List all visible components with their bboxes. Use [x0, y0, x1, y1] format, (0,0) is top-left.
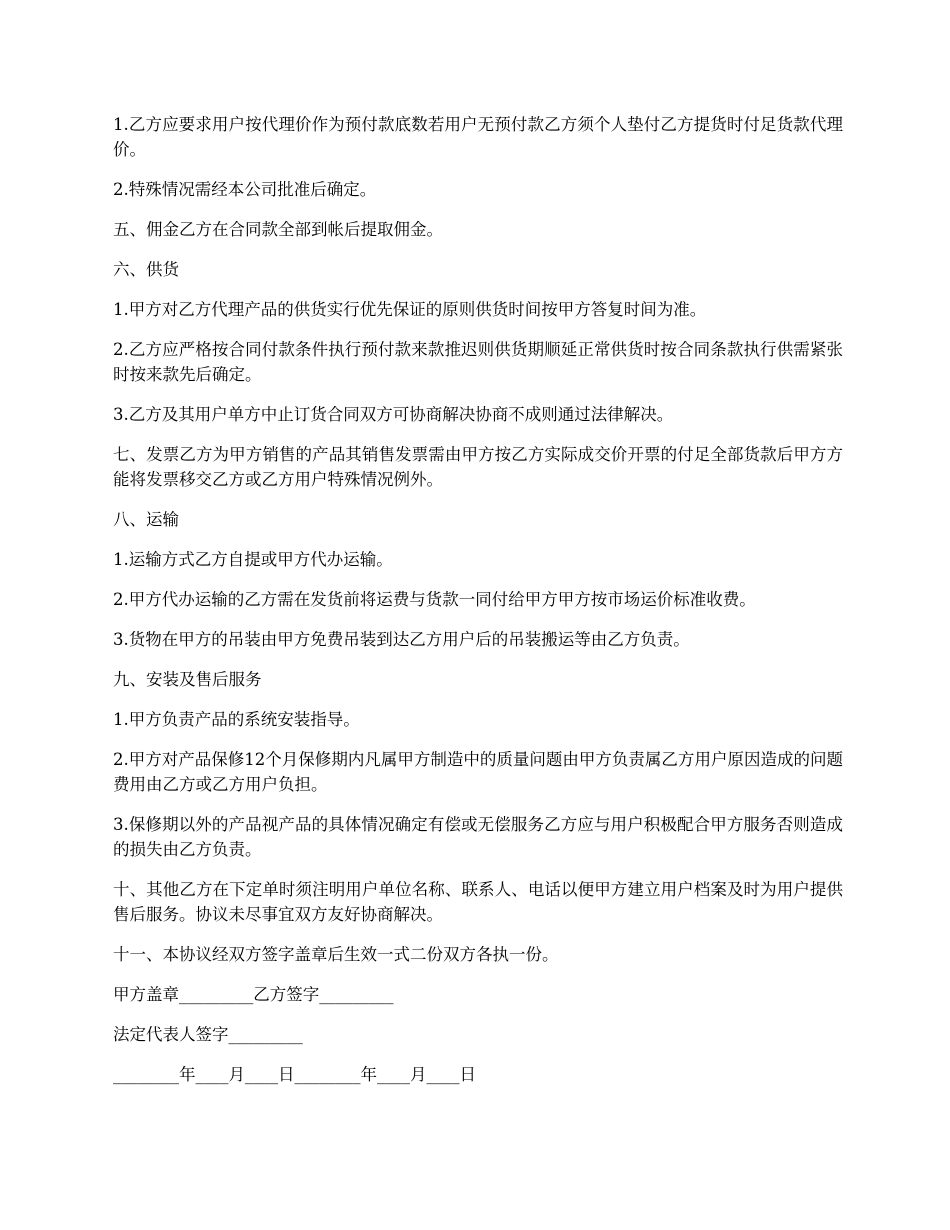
document-body: [113, 112, 843, 1102]
paragraph-special-cases: 2.特殊情况需经本公司批准后确定。: [113, 180, 377, 199]
section-effectiveness: 十一、本协议经双方签字盖章后生效一式二份双方各执一份。: [113, 945, 559, 964]
paragraph-transport-fee: 2.甲方代办运输的乙方需在发货前将运费与货款一同付给甲方甲方按市场运价标准收费。: [113, 590, 756, 609]
section-invoice: 七、发票乙方为甲方销售的产品其销售发票需由甲方按乙方实际成交价开票的付足全部货款后甲方方能将发票移交乙方或乙方用户特殊情况例外。: [113, 445, 843, 489]
signature-date-line: ________年____月____日________年____月____日: [113, 1065, 476, 1084]
section-other: 十、其他乙方在下定单时须注明用户单位名称、联系人、电话以便甲方建立用户档案及时为用户提供售后服务。协议未尽事宜双方友好协商解决。: [113, 880, 843, 924]
paragraph-transport-method: 1.运输方式乙方自提或甲方代办运输。: [113, 550, 393, 569]
paragraph-warranty: 2.甲方对产品保修12个月保修期内凡属甲方制造中的质量问题由甲方负责属乙方用户原因造成的问题费用由乙方或乙方用户负担。: [113, 750, 843, 794]
paragraph-transport-hoisting: 3.货物在甲方的吊装由甲方免费吊装到达乙方用户后的吊装搬运等由乙方负责。: [113, 630, 690, 649]
paragraph-prepayment: 1.乙方应要求用户按代理价作为预付款底数若用户无预付款乙方须个人垫付乙方提货时付足货款代理价。: [113, 115, 843, 159]
paragraph-installation: 1.甲方负责产品的系统安装指导。: [113, 710, 360, 729]
section-heading-transport: 八、运输: [113, 510, 179, 529]
paragraph-supply-payment: 2.乙方应严格按合同付款条件执行预付款来款推迟则供货期顺延正常供货时按合同条款执行供需紧张时按来款先后确定。: [113, 340, 843, 384]
signature-line-parties: 甲方盖章_________乙方签字_________: [113, 985, 394, 1004]
paragraph-supply-termination: 3.乙方及其用户单方中止订货合同双方可协商解决协商不成则通过法律解决。: [113, 405, 674, 424]
signature-line-representative: 法定代表人签字_________: [113, 1025, 303, 1044]
paragraph-post-warranty: 3.保修期以外的产品视产品的具体情况确定有偿或无偿服务乙方应与用户积极配合甲方服务否则造成的损失由乙方负责。: [113, 815, 843, 859]
section-commission: 五、佣金乙方在合同款全部到帐后提取佣金。: [113, 220, 443, 239]
paragraph-supply-priority: 1.甲方对乙方代理产品的供货实行优先保证的原则供货时间按甲方答复时间为准。: [113, 300, 707, 319]
section-heading-service: 九、安装及售后服务: [113, 670, 262, 689]
section-heading-supply: 六、供货: [113, 260, 179, 279]
